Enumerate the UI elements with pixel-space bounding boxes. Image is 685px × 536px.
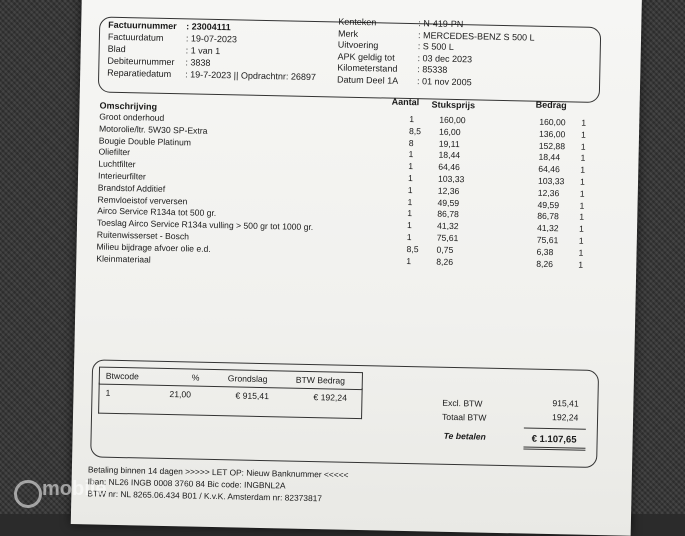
header-right-label: Datum Deel 1A (337, 73, 399, 86)
line-btw-code: 1 (579, 188, 585, 199)
line-quantity: 1 (407, 173, 413, 184)
excl-btw-value: 915,41 (552, 398, 579, 409)
line-amount: 75,61 (536, 234, 559, 246)
btw-col-bedrag: BTW Bedrag (295, 374, 346, 386)
line-amount: 64,46 (538, 163, 560, 175)
btw-percent: 21,00 (169, 389, 192, 400)
line-amount: 136,00 (538, 128, 566, 140)
line-unit-price: 160,00 (439, 114, 466, 126)
line-btw-code: 1 (578, 223, 584, 234)
line-unit-price: 12,36 (437, 185, 460, 196)
line-quantity: 1 (408, 161, 414, 172)
line-unit-price: 18,44 (438, 150, 461, 161)
total-double-rule-2 (523, 448, 585, 450)
line-amount: 160,00 (539, 116, 566, 128)
line-unit-price: 75,61 (436, 232, 459, 244)
header-right-value: : 85338 (417, 64, 448, 75)
header-right-label: Kilometerstand (337, 62, 398, 74)
line-btw-code: 1 (578, 235, 584, 246)
header-left-label: Blad (107, 43, 126, 55)
header-right-label: APK geldig tot (337, 51, 395, 63)
invoice-header-box (98, 17, 601, 103)
line-quantity: 1 (406, 255, 412, 266)
line-description: Ruitenwisserset - Bosch (96, 229, 190, 242)
btw-bedrag: € 192,24 (313, 392, 348, 403)
header-left-label: Reparatiedatum (107, 67, 172, 80)
btw-table-row (98, 383, 363, 420)
line-amount: 152,88 (538, 140, 566, 151)
total-rule (524, 427, 586, 429)
line-description: Luchtfilter (98, 158, 136, 170)
btw-col-percent: % (191, 372, 200, 383)
totaal-btw-value: 192,24 (551, 412, 579, 423)
header-right-value: : N-419-PN (418, 18, 464, 30)
line-amount: 41,32 (536, 222, 559, 234)
line-amount: 49,59 (537, 199, 560, 210)
line-btw-code: 1 (580, 141, 586, 152)
totals-box (90, 359, 599, 468)
line-quantity: 1 (407, 184, 413, 195)
line-description: Milieu bijdrage afvoer olie e.d. (96, 241, 211, 254)
line-description: Airco Service R134a tot 500 gr. (97, 205, 217, 219)
line-unit-price: 19,11 (438, 138, 460, 149)
header-right-value: : 01 nov 2005 (417, 75, 472, 87)
line-btw-code: 1 (581, 117, 587, 128)
line-quantity: 1 (406, 231, 412, 243)
line-btw-code: 1 (578, 247, 584, 258)
te-betalen-label: Te betalen (443, 430, 486, 442)
header-left-value: : 23004111 (186, 21, 231, 33)
btw-code: 1 (105, 387, 111, 398)
line-btw-code: 1 (578, 259, 584, 270)
line-amount: 8,26 (536, 258, 554, 269)
header-right-label: Kenteken (338, 16, 377, 28)
line-quantity: 8 (408, 137, 414, 148)
header-left-label: Factuurnummer (108, 19, 177, 32)
col-stuksprijs: Stuksprijs (431, 99, 476, 111)
line-description: Brandstof Additief (97, 182, 166, 194)
line-description: Kleinmateriaal (96, 253, 151, 265)
line-unit-price: 64,46 (438, 161, 460, 173)
line-unit-price: 103,33 (437, 173, 465, 185)
header-right-label: Uitvoering (337, 39, 379, 51)
line-description: Toeslag Airco Service R134a vulling > 500 gr tot 1000 gr. (96, 217, 314, 233)
line-btw-code: 1 (580, 129, 586, 140)
footer-payment-terms: Betaling binnen 14 dagen >>>>> LET OP: Nieuw Banknummer <<<<< (87, 464, 349, 480)
line-amount: 6,38 (536, 246, 554, 257)
line-description: Motorolie/ltr. 5W30 SP-Extra (98, 123, 208, 136)
header-left-label: Debiteurnummer (107, 55, 175, 68)
line-btw-code: 1 (579, 176, 585, 187)
line-description: Interieurfilter (97, 170, 146, 182)
line-unit-price: 16,00 (438, 126, 461, 137)
line-btw-code: 1 (579, 211, 585, 223)
line-amount: 86,78 (537, 211, 559, 222)
invoice-paper (71, 0, 642, 536)
line-quantity: 8,5 (406, 243, 419, 255)
header-right-value: : 03 dec 2023 (417, 52, 473, 64)
line-amount: 12,36 (537, 187, 560, 198)
line-quantity: 8,5 (408, 125, 422, 137)
line-description: Oliefilter (98, 146, 131, 158)
header-right-value: : MERCEDES-BENZ S 500 L (417, 29, 535, 43)
btw-col-code: Btwcode (105, 370, 139, 382)
btw-col-grondslag: Grondslag (227, 373, 268, 385)
totaal-btw-label: Totaal BTW (441, 411, 487, 423)
col-bedrag: Bedrag (535, 99, 567, 111)
line-quantity: 1 (407, 196, 413, 207)
line-unit-price: 49,59 (437, 197, 460, 208)
watermark-text: mobile (42, 478, 107, 500)
header-right-value: : S 500 L (417, 41, 454, 52)
header-left-value: : 19-07-2023 (185, 33, 238, 45)
excl-btw-label: Excl. BTW (442, 397, 483, 409)
header-left-value: : 19-7-2023 || Opdrachtnr: 26897 (185, 69, 317, 83)
btw-grondslag: € 915,41 (235, 390, 270, 402)
te-betalen-value: € 1.107,65 (531, 433, 577, 446)
col-aantal: Aantal (391, 96, 420, 108)
line-quantity: 1 (406, 220, 412, 231)
header-left-label: Factuurdatum (107, 31, 164, 43)
header-left-value: : 1 van 1 (185, 45, 221, 57)
line-btw-code: 1 (580, 164, 586, 175)
line-unit-price: 86,78 (437, 209, 459, 220)
line-unit-price: 0,75 (436, 244, 454, 255)
line-btw-code: 1 (579, 200, 585, 211)
line-quantity: 1 (407, 208, 413, 219)
line-unit-price: 8,26 (436, 256, 454, 267)
footer-registration: BTW nr: NL 8265.06.434 B01 / K.v.K. Amsterdam nr: 82373817 (87, 488, 323, 504)
line-quantity: 1 (409, 114, 415, 125)
line-description: Groot onderhoud (99, 111, 165, 123)
line-amount: 18,44 (538, 152, 561, 163)
line-btw-code: 1 (580, 153, 586, 164)
col-omschrijving: Omschrijving (99, 100, 158, 112)
line-unit-price: 41,32 (436, 220, 459, 232)
line-quantity: 1 (408, 149, 414, 160)
line-description: Remvloeistof verversen (97, 194, 188, 206)
watermark-logo-icon (14, 480, 42, 508)
line-amount: 103,33 (537, 175, 565, 187)
footer-bank-details: Iban: NL26 INGB 0008 3760 84 Bic code: INGBNL2A (87, 476, 286, 491)
header-left-value: : 3838 (185, 57, 211, 68)
line-description: Bougie Double Platinum (98, 135, 192, 148)
header-right-label: Merk (337, 28, 359, 39)
